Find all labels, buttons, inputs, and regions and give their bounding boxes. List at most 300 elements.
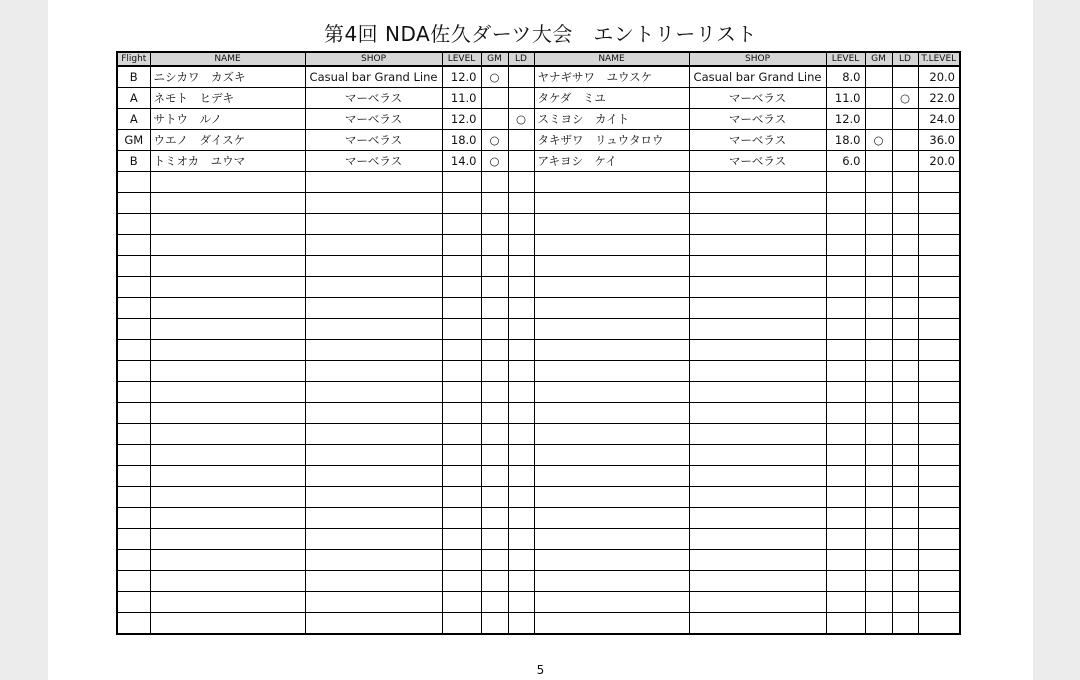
name-cell bbox=[150, 193, 305, 214]
ld-cell bbox=[892, 466, 918, 487]
header-shop-2: SHOP bbox=[689, 52, 826, 66]
level-cell bbox=[826, 382, 865, 403]
ld-cell bbox=[892, 592, 918, 613]
name-cell: スミヨシ カイト bbox=[534, 109, 689, 130]
gm-cell bbox=[865, 109, 892, 130]
gm-cell bbox=[865, 382, 892, 403]
gm-cell bbox=[481, 319, 508, 340]
header-flight: Flight bbox=[117, 52, 150, 66]
level-cell bbox=[826, 592, 865, 613]
level-cell bbox=[442, 319, 481, 340]
table-row bbox=[117, 109, 960, 130]
shop-cell bbox=[305, 487, 442, 508]
empty-table-row bbox=[117, 340, 960, 361]
flight-cell bbox=[117, 319, 150, 340]
shop-cell bbox=[305, 298, 442, 319]
ld-cell bbox=[508, 403, 534, 424]
level-cell bbox=[826, 571, 865, 592]
level-cell bbox=[442, 424, 481, 445]
shop-cell bbox=[305, 340, 442, 361]
level-cell bbox=[442, 403, 481, 424]
name-cell: アキヨシ ケイ bbox=[534, 151, 689, 172]
ld-cell bbox=[508, 508, 534, 529]
total-level-cell bbox=[918, 592, 960, 613]
gm-cell bbox=[865, 66, 892, 88]
name-cell bbox=[150, 487, 305, 508]
shop-cell bbox=[689, 172, 826, 193]
gm-cell bbox=[865, 613, 892, 635]
name-cell bbox=[150, 319, 305, 340]
flight-cell bbox=[117, 403, 150, 424]
gm-cell bbox=[481, 298, 508, 319]
shop-cell bbox=[689, 319, 826, 340]
ld-cell bbox=[892, 319, 918, 340]
shop-cell: Casual bar Grand Line bbox=[689, 66, 826, 88]
level-cell bbox=[826, 340, 865, 361]
total-level-cell bbox=[918, 529, 960, 550]
gm-cell bbox=[481, 613, 508, 635]
shop-cell bbox=[689, 613, 826, 635]
flight-cell bbox=[117, 340, 150, 361]
gm-cell bbox=[865, 424, 892, 445]
table-row bbox=[117, 130, 960, 151]
total-level-cell bbox=[918, 193, 960, 214]
shop-cell bbox=[305, 403, 442, 424]
gm-cell bbox=[865, 193, 892, 214]
ld-cell bbox=[508, 550, 534, 571]
ld-cell bbox=[508, 151, 534, 172]
level-cell bbox=[826, 487, 865, 508]
total-level-cell bbox=[918, 613, 960, 635]
ld-cell bbox=[892, 361, 918, 382]
ld-cell bbox=[508, 340, 534, 361]
total-level-cell bbox=[918, 319, 960, 340]
flight-cell: A bbox=[117, 88, 150, 109]
shop-cell bbox=[689, 529, 826, 550]
level-cell bbox=[442, 445, 481, 466]
name-cell bbox=[534, 613, 689, 635]
shop-cell bbox=[689, 193, 826, 214]
shop-cell bbox=[689, 550, 826, 571]
ld-cell bbox=[892, 214, 918, 235]
shop-cell bbox=[305, 235, 442, 256]
ld-cell bbox=[508, 193, 534, 214]
empty-table-row bbox=[117, 550, 960, 571]
shop-cell bbox=[305, 193, 442, 214]
gm-cell bbox=[481, 256, 508, 277]
ld-cell bbox=[892, 487, 918, 508]
level-cell: 8.0 bbox=[826, 66, 865, 88]
table-body bbox=[117, 66, 960, 634]
name-cell bbox=[150, 508, 305, 529]
flight-cell bbox=[117, 466, 150, 487]
gm-cell bbox=[481, 172, 508, 193]
level-cell: 14.0 bbox=[442, 151, 481, 172]
shop-cell bbox=[689, 277, 826, 298]
name-cell bbox=[150, 172, 305, 193]
gm-cell bbox=[481, 571, 508, 592]
total-level-cell bbox=[918, 277, 960, 298]
gm-cell bbox=[865, 277, 892, 298]
level-cell bbox=[826, 550, 865, 571]
shop-cell bbox=[305, 214, 442, 235]
table-row bbox=[117, 88, 960, 109]
level-cell bbox=[826, 613, 865, 635]
level-cell bbox=[442, 592, 481, 613]
name-cell bbox=[534, 193, 689, 214]
ld-cell: ○ bbox=[508, 109, 534, 130]
ld-cell bbox=[508, 466, 534, 487]
level-cell bbox=[442, 298, 481, 319]
flight-cell: A bbox=[117, 109, 150, 130]
ld-cell bbox=[892, 235, 918, 256]
flight-cell bbox=[117, 382, 150, 403]
gm-cell bbox=[481, 361, 508, 382]
gm-cell bbox=[481, 424, 508, 445]
level-cell bbox=[826, 403, 865, 424]
ld-cell bbox=[892, 445, 918, 466]
empty-table-row bbox=[117, 466, 960, 487]
name-cell bbox=[534, 235, 689, 256]
gm-cell bbox=[865, 487, 892, 508]
shop-cell bbox=[305, 277, 442, 298]
name-cell bbox=[150, 529, 305, 550]
table-row bbox=[117, 66, 960, 88]
header-shop-1: SHOP bbox=[305, 52, 442, 66]
empty-table-row bbox=[117, 214, 960, 235]
header-ld-1: LD bbox=[508, 52, 534, 66]
total-level-cell bbox=[918, 340, 960, 361]
shop-cell bbox=[305, 424, 442, 445]
shop-cell bbox=[305, 529, 442, 550]
gm-cell bbox=[865, 319, 892, 340]
shop-cell bbox=[689, 466, 826, 487]
name-cell bbox=[150, 340, 305, 361]
empty-table-row bbox=[117, 508, 960, 529]
ld-cell: ○ bbox=[892, 88, 918, 109]
name-cell bbox=[150, 298, 305, 319]
gm-cell bbox=[865, 571, 892, 592]
flight-cell bbox=[117, 508, 150, 529]
shop-cell bbox=[689, 235, 826, 256]
shop-cell bbox=[689, 487, 826, 508]
shop-cell bbox=[305, 613, 442, 635]
empty-table-row bbox=[117, 424, 960, 445]
shop-cell: Casual bar Grand Line bbox=[305, 66, 442, 88]
ld-cell bbox=[892, 529, 918, 550]
name-cell bbox=[150, 613, 305, 635]
flight-cell bbox=[117, 487, 150, 508]
gm-cell bbox=[481, 403, 508, 424]
level-cell bbox=[826, 466, 865, 487]
ld-cell bbox=[508, 130, 534, 151]
gm-cell: ○ bbox=[481, 66, 508, 88]
name-cell: タケダ ミユ bbox=[534, 88, 689, 109]
level-cell bbox=[442, 193, 481, 214]
shop-cell bbox=[305, 361, 442, 382]
document-page bbox=[48, 0, 1033, 680]
level-cell: 11.0 bbox=[442, 88, 481, 109]
flight-cell bbox=[117, 277, 150, 298]
name-cell bbox=[534, 319, 689, 340]
total-level-cell: 20.0 bbox=[918, 66, 960, 88]
gm-cell bbox=[481, 466, 508, 487]
name-cell bbox=[534, 340, 689, 361]
flight-cell: B bbox=[117, 66, 150, 88]
table-row bbox=[117, 151, 960, 172]
ld-cell bbox=[508, 487, 534, 508]
gm-cell bbox=[865, 592, 892, 613]
name-cell bbox=[150, 424, 305, 445]
total-level-cell bbox=[918, 235, 960, 256]
level-cell: 18.0 bbox=[826, 130, 865, 151]
name-cell bbox=[534, 298, 689, 319]
level-cell bbox=[442, 277, 481, 298]
ld-cell bbox=[892, 382, 918, 403]
name-cell bbox=[534, 361, 689, 382]
ld-cell bbox=[508, 445, 534, 466]
level-cell bbox=[442, 235, 481, 256]
name-cell: タキザワ リュウタロウ bbox=[534, 130, 689, 151]
page-title: 第4回 NDA佐久ダーツ大会 エントリーリスト bbox=[323, 22, 758, 46]
ld-cell bbox=[892, 256, 918, 277]
name-cell bbox=[534, 445, 689, 466]
total-level-cell: 24.0 bbox=[918, 109, 960, 130]
empty-table-row bbox=[117, 529, 960, 550]
level-cell bbox=[826, 508, 865, 529]
shop-cell bbox=[689, 256, 826, 277]
empty-table-row bbox=[117, 298, 960, 319]
ld-cell bbox=[508, 277, 534, 298]
total-level-cell bbox=[918, 214, 960, 235]
level-cell bbox=[826, 445, 865, 466]
empty-table-row bbox=[117, 487, 960, 508]
gm-cell bbox=[865, 508, 892, 529]
flight-cell bbox=[117, 529, 150, 550]
gm-cell bbox=[481, 487, 508, 508]
gm-cell bbox=[481, 214, 508, 235]
gm-cell bbox=[865, 172, 892, 193]
level-cell: 18.0 bbox=[442, 130, 481, 151]
flight-cell bbox=[117, 235, 150, 256]
total-level-cell bbox=[918, 361, 960, 382]
gm-cell: ○ bbox=[481, 151, 508, 172]
total-level-cell bbox=[918, 571, 960, 592]
shop-cell bbox=[689, 403, 826, 424]
shop-cell bbox=[689, 592, 826, 613]
total-level-cell bbox=[918, 466, 960, 487]
level-cell bbox=[442, 613, 481, 635]
level-cell: 12.0 bbox=[442, 66, 481, 88]
level-cell bbox=[826, 277, 865, 298]
total-level-cell bbox=[918, 445, 960, 466]
shop-cell bbox=[689, 298, 826, 319]
name-cell bbox=[150, 403, 305, 424]
empty-table-row bbox=[117, 445, 960, 466]
gm-cell bbox=[865, 88, 892, 109]
ld-cell bbox=[508, 571, 534, 592]
shop-cell: マーベラス bbox=[689, 151, 826, 172]
ld-cell bbox=[892, 424, 918, 445]
gm-cell bbox=[481, 193, 508, 214]
shop-cell bbox=[689, 382, 826, 403]
empty-table-row bbox=[117, 319, 960, 340]
level-cell bbox=[442, 466, 481, 487]
level-cell bbox=[442, 172, 481, 193]
ld-cell bbox=[892, 613, 918, 635]
header-row bbox=[117, 52, 960, 66]
name-cell bbox=[534, 382, 689, 403]
total-level-cell bbox=[918, 298, 960, 319]
ld-cell bbox=[508, 382, 534, 403]
flight-cell bbox=[117, 424, 150, 445]
shop-cell: マーベラス bbox=[305, 88, 442, 109]
shop-cell: マーベラス bbox=[689, 130, 826, 151]
ld-cell bbox=[892, 571, 918, 592]
shop-cell: マーベラス bbox=[305, 109, 442, 130]
header-name-1: NAME bbox=[150, 52, 305, 66]
name-cell: ネモト ヒデキ bbox=[150, 88, 305, 109]
empty-table-row bbox=[117, 403, 960, 424]
name-cell bbox=[534, 403, 689, 424]
shop-cell bbox=[305, 382, 442, 403]
name-cell bbox=[150, 235, 305, 256]
gm-cell bbox=[865, 298, 892, 319]
ld-cell bbox=[508, 529, 534, 550]
name-cell: ヤナギサワ ユウスケ bbox=[534, 66, 689, 88]
name-cell bbox=[534, 529, 689, 550]
name-cell bbox=[150, 361, 305, 382]
empty-table-row bbox=[117, 613, 960, 635]
flight-cell bbox=[117, 592, 150, 613]
name-cell bbox=[534, 487, 689, 508]
name-cell bbox=[150, 256, 305, 277]
shop-cell bbox=[305, 550, 442, 571]
shop-cell: マーベラス bbox=[689, 109, 826, 130]
header-gm-1: GM bbox=[481, 52, 508, 66]
ld-cell bbox=[892, 340, 918, 361]
name-cell bbox=[150, 550, 305, 571]
name-cell bbox=[150, 592, 305, 613]
name-cell bbox=[534, 277, 689, 298]
shop-cell: マーベラス bbox=[305, 151, 442, 172]
gm-cell bbox=[481, 382, 508, 403]
gm-cell bbox=[865, 361, 892, 382]
header-ld-2: LD bbox=[892, 52, 918, 66]
shop-cell bbox=[689, 340, 826, 361]
flight-cell bbox=[117, 298, 150, 319]
total-level-cell bbox=[918, 382, 960, 403]
name-cell bbox=[534, 256, 689, 277]
level-cell: 12.0 bbox=[442, 109, 481, 130]
empty-table-row bbox=[117, 571, 960, 592]
shop-cell bbox=[305, 319, 442, 340]
gm-cell bbox=[865, 340, 892, 361]
level-cell bbox=[826, 214, 865, 235]
level-cell bbox=[442, 571, 481, 592]
name-cell bbox=[150, 571, 305, 592]
total-level-cell: 36.0 bbox=[918, 130, 960, 151]
header-level-1: LEVEL bbox=[442, 52, 481, 66]
level-cell bbox=[826, 193, 865, 214]
name-cell bbox=[534, 508, 689, 529]
shop-cell bbox=[689, 214, 826, 235]
level-cell bbox=[442, 487, 481, 508]
shop-cell bbox=[689, 571, 826, 592]
ld-cell bbox=[892, 109, 918, 130]
shop-cell: マーベラス bbox=[305, 130, 442, 151]
flight-cell: GM bbox=[117, 130, 150, 151]
header-gm-2: GM bbox=[865, 52, 892, 66]
level-cell bbox=[826, 256, 865, 277]
ld-cell bbox=[892, 277, 918, 298]
name-cell bbox=[150, 445, 305, 466]
level-cell bbox=[442, 550, 481, 571]
ld-cell bbox=[508, 256, 534, 277]
shop-cell bbox=[689, 424, 826, 445]
total-level-cell bbox=[918, 487, 960, 508]
flight-cell: B bbox=[117, 151, 150, 172]
name-cell: トミオカ ユウマ bbox=[150, 151, 305, 172]
ld-cell bbox=[892, 193, 918, 214]
level-cell bbox=[442, 382, 481, 403]
gm-cell bbox=[865, 151, 892, 172]
flight-cell bbox=[117, 571, 150, 592]
gm-cell bbox=[481, 592, 508, 613]
shop-cell bbox=[689, 361, 826, 382]
total-level-cell bbox=[918, 256, 960, 277]
empty-table-row bbox=[117, 235, 960, 256]
gm-cell bbox=[481, 550, 508, 571]
gm-cell bbox=[865, 214, 892, 235]
ld-cell bbox=[508, 214, 534, 235]
shop-cell bbox=[305, 445, 442, 466]
gm-cell bbox=[481, 340, 508, 361]
gm-cell bbox=[481, 277, 508, 298]
level-cell bbox=[826, 319, 865, 340]
gm-cell bbox=[865, 529, 892, 550]
gm-cell bbox=[865, 445, 892, 466]
name-cell bbox=[150, 466, 305, 487]
shop-cell bbox=[305, 592, 442, 613]
name-cell bbox=[534, 172, 689, 193]
name-cell bbox=[534, 214, 689, 235]
flight-cell bbox=[117, 193, 150, 214]
flight-cell bbox=[117, 361, 150, 382]
ld-cell bbox=[892, 403, 918, 424]
ld-cell bbox=[508, 172, 534, 193]
ld-cell bbox=[892, 66, 918, 88]
gm-cell bbox=[481, 529, 508, 550]
level-cell bbox=[826, 424, 865, 445]
gm-cell bbox=[481, 88, 508, 109]
level-cell bbox=[826, 298, 865, 319]
gm-cell: ○ bbox=[865, 130, 892, 151]
ld-cell bbox=[508, 298, 534, 319]
empty-table-row bbox=[117, 382, 960, 403]
level-cell bbox=[442, 508, 481, 529]
gm-cell bbox=[481, 445, 508, 466]
shop-cell bbox=[689, 508, 826, 529]
ld-cell bbox=[892, 298, 918, 319]
level-cell: 12.0 bbox=[826, 109, 865, 130]
name-cell bbox=[534, 424, 689, 445]
flight-cell bbox=[117, 613, 150, 635]
total-level-cell bbox=[918, 403, 960, 424]
total-level-cell: 22.0 bbox=[918, 88, 960, 109]
flight-cell bbox=[117, 172, 150, 193]
ld-cell bbox=[892, 172, 918, 193]
